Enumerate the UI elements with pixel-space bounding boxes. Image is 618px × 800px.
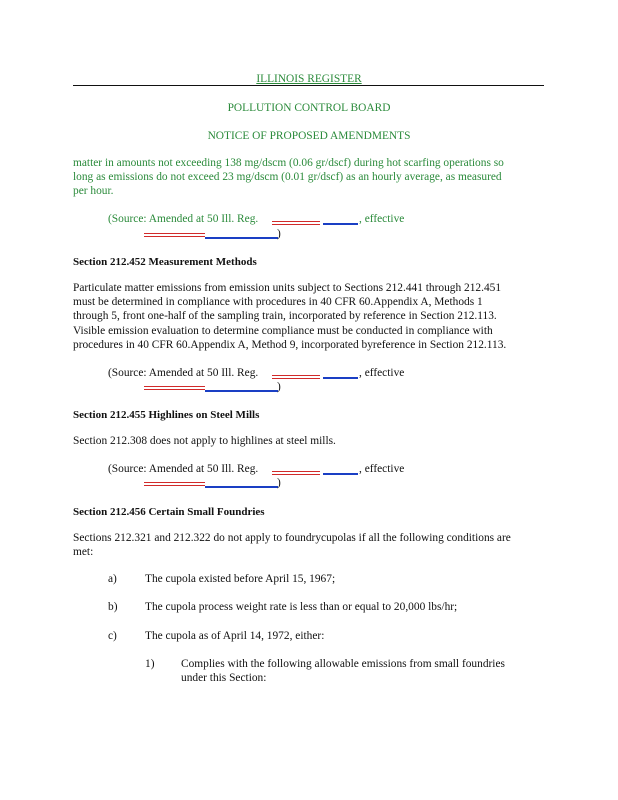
- intro-line: long as emissions do not exceed 23 mg/dscm (0.01 gr/dscf) as an hourly average, as measured: [73, 171, 502, 184]
- section-body: [73, 281, 543, 352]
- deleted-mark: [272, 471, 320, 472]
- deleted-mark: [272, 375, 320, 376]
- inserted-mark: [323, 223, 358, 225]
- condition-text: The cupola existed before April 15, 1967;: [145, 573, 336, 585]
- sub-condition-label: 1): [145, 658, 155, 670]
- body-line: must be determined in compliance with procedures in 40 CFR 60.Appendix A, Methods 1: [73, 296, 483, 309]
- deleted-mark: [272, 224, 320, 225]
- source-note-effective: , effective: [359, 367, 405, 379]
- deleted-mark: [272, 378, 320, 379]
- section-heading: Section 212.452 Measurement Methods: [73, 256, 257, 268]
- section-heading: Section 212.456 Certain Small Foundries: [73, 506, 265, 518]
- source-note-close: ): [277, 381, 281, 393]
- inserted-mark: [205, 486, 278, 488]
- condition-text: The cupola process weight rate is less than or equal to 20,000 lbs/hr;: [145, 601, 458, 613]
- deleted-mark: [144, 386, 205, 387]
- condition-label: b): [108, 601, 118, 613]
- source-note-close: ): [277, 477, 281, 489]
- deleted-mark: [144, 233, 205, 234]
- condition-label: a): [108, 573, 117, 585]
- deleted-mark: [272, 474, 320, 475]
- section-body: [73, 531, 543, 559]
- body-line: Visible emission evaluation to determine compliance must be conducted in compliance with: [73, 324, 493, 337]
- inserted-mark: [323, 377, 358, 379]
- inserted-mark: [323, 473, 358, 475]
- deleted-mark: [272, 221, 320, 222]
- source-note-close: ): [277, 228, 281, 240]
- intro-line: matter in amounts not exceeding 138 mg/dscm (0.06 gr/dscf) during hot scarfing operations so: [73, 157, 504, 169]
- section-body: [73, 434, 543, 448]
- body-line: Section 212.308 does not apply to highlines at steel mills.: [73, 435, 336, 447]
- body-line: Particulate matter emissions from emission units subject to Sections 212.441 through 212.451: [73, 282, 502, 294]
- source-note-prefix: (Source: Amended at 50 Ill. Reg.: [108, 463, 259, 475]
- source-note-effective: , effective: [359, 213, 405, 225]
- source-note-prefix: (Source: Amended at 50 Ill. Reg.: [108, 213, 259, 225]
- sub-condition-line: Complies with the following allowable emissions from small foundries: [181, 658, 505, 670]
- condition-text: The cupola as of April 14, 1972, either:: [145, 630, 325, 642]
- header-rule: [73, 85, 544, 86]
- deleted-mark: [144, 485, 205, 486]
- body-line: Sections 212.321 and 212.322 do not apply to foundrycupolas if all the following conditions are: [73, 532, 511, 544]
- body-line: met:: [73, 546, 94, 559]
- intro-line: per hour.: [73, 185, 114, 198]
- condition-label: c): [108, 630, 117, 642]
- inserted-mark: [205, 390, 278, 392]
- source-note-effective: , effective: [359, 463, 405, 475]
- deleted-mark: [144, 389, 205, 390]
- body-line: through 5, front one-half of the sampling train, incorporated by reference in Section 212.113.: [73, 310, 497, 323]
- notice-title: NOTICE OF PROPOSED AMENDMENTS: [207, 130, 411, 142]
- sub-condition-line: under this Section:: [181, 672, 267, 684]
- inserted-mark: [205, 237, 278, 239]
- intro-paragraph: [73, 156, 543, 199]
- section-heading: Section 212.455 Highlines on Steel Mills: [73, 409, 260, 421]
- source-note-prefix: (Source: Amended at 50 Ill. Reg.: [108, 367, 259, 379]
- deleted-mark: [144, 236, 205, 237]
- deleted-mark: [144, 482, 205, 483]
- register-title: ILLINOIS REGISTER: [256, 73, 362, 85]
- board-title: POLLUTION CONTROL BOARD: [227, 102, 391, 114]
- body-line: procedures in 40 CFR 60.Appendix A, Method 9, incorporated byreference in Section 212.113.: [73, 338, 507, 351]
